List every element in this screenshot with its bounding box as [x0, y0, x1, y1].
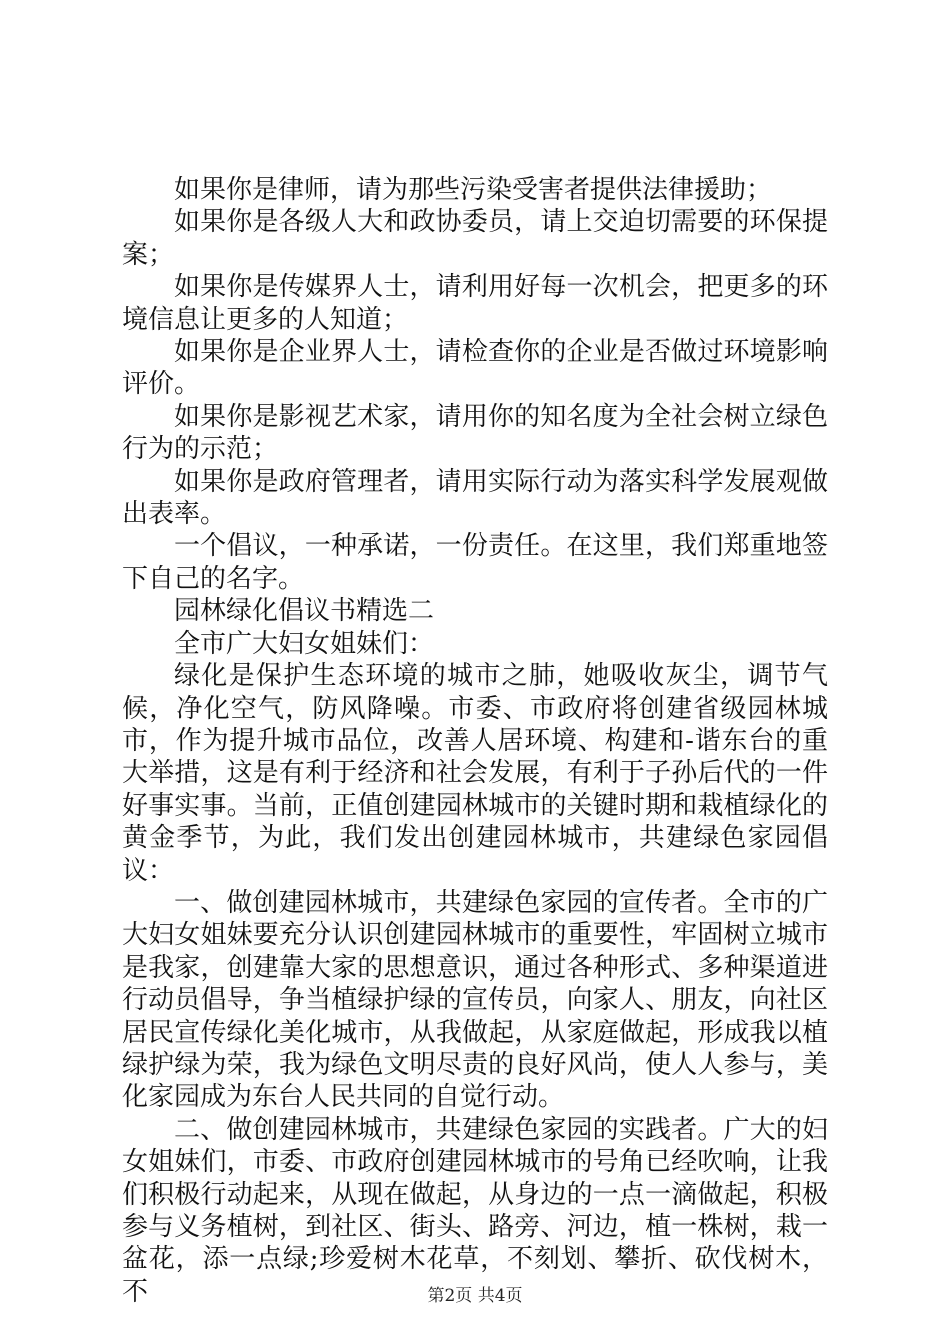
- paragraph-artist: 如果你是影视艺术家，请用你的知名度为全社会树立绿色行为的示范；: [122, 401, 828, 465]
- paragraph-deputies: 如果你是各级人大和政协委员，请上交迫切需要的环保提案；: [122, 207, 828, 270]
- document-body: [122, 174, 828, 1308]
- paragraph-point-one: 一、做创建园林城市，共建绿色家园的宣传者。全市的广大妇女姐妹要充分认识创建园林城市的重要性，牢固树立城市是我家，创建靠大家的思想意识，通过各种形式、多种渠道进行动员倡导，争当植绿护绿的宣传员，向家人、朋友，向社区居民宣传绿化美化城市，从我做起，从家庭做起，形成我以植绿护绿为荣，我为绿色文明尽责的良好风尚，使人人参与，美化家园成为东台人民共同的自觉行动。: [122, 887, 828, 1113]
- paragraph-introduction: 绿化是保护生态环境的城市之肺，她吸收灰尘，调节气候，净化空气，防风降噪。市委、市政府将创建省级园林城市，作为提升城市品位，改善人居环境、构建和-谐东台的重大举措，这是有利于经济和社会发展，有利于子孙后代的一件好事实事。当前，正值创建园林城市的关键时期和栽植绿化的黄金季节，为此，我们发出创建园林城市，共建绿色家园倡议：: [122, 661, 828, 886]
- page-footer: 第2页 共4页: [427, 1286, 523, 1306]
- section-heading: 园林绿化倡议书精选二: [174, 596, 435, 627]
- paragraph-enterprise: 如果你是企业界人士，请检查你的企业是否做过环境影响评价。: [122, 337, 828, 400]
- paragraph-pledge: 一个倡议，一种承诺，一份责任。在这里，我们郑重地签下自己的名字。: [122, 531, 828, 594]
- paragraph-media: 如果你是传媒界人士，请利用好每一次机会，把更多的环境信息让更多的人知道；: [122, 272, 828, 335]
- paragraph-government: 如果你是政府管理者，请用实际行动为落实科学发展观做出表率。: [122, 466, 828, 530]
- paragraph-point-two: 二、做创建园林城市，共建绿色家园的实践者。广大的妇女姐妹们，市委、市政府创建园林城市的号角已经吹响，让我们积极行动起来，从现在做起，从身边的一点一滴做起，积极参与义务植树，到社区、街头、路旁、河边，植一株树，栽一盆花，添一点绿;珍爱树木花草，不刻划、攀折、砍伐树木，不: [122, 1114, 828, 1307]
- salutation: 全市广大妇女姐妹们：: [174, 628, 435, 659]
- paragraph-lawyer: 如果你是律师，请为那些污染受害者提供法律援助；: [174, 175, 773, 205]
